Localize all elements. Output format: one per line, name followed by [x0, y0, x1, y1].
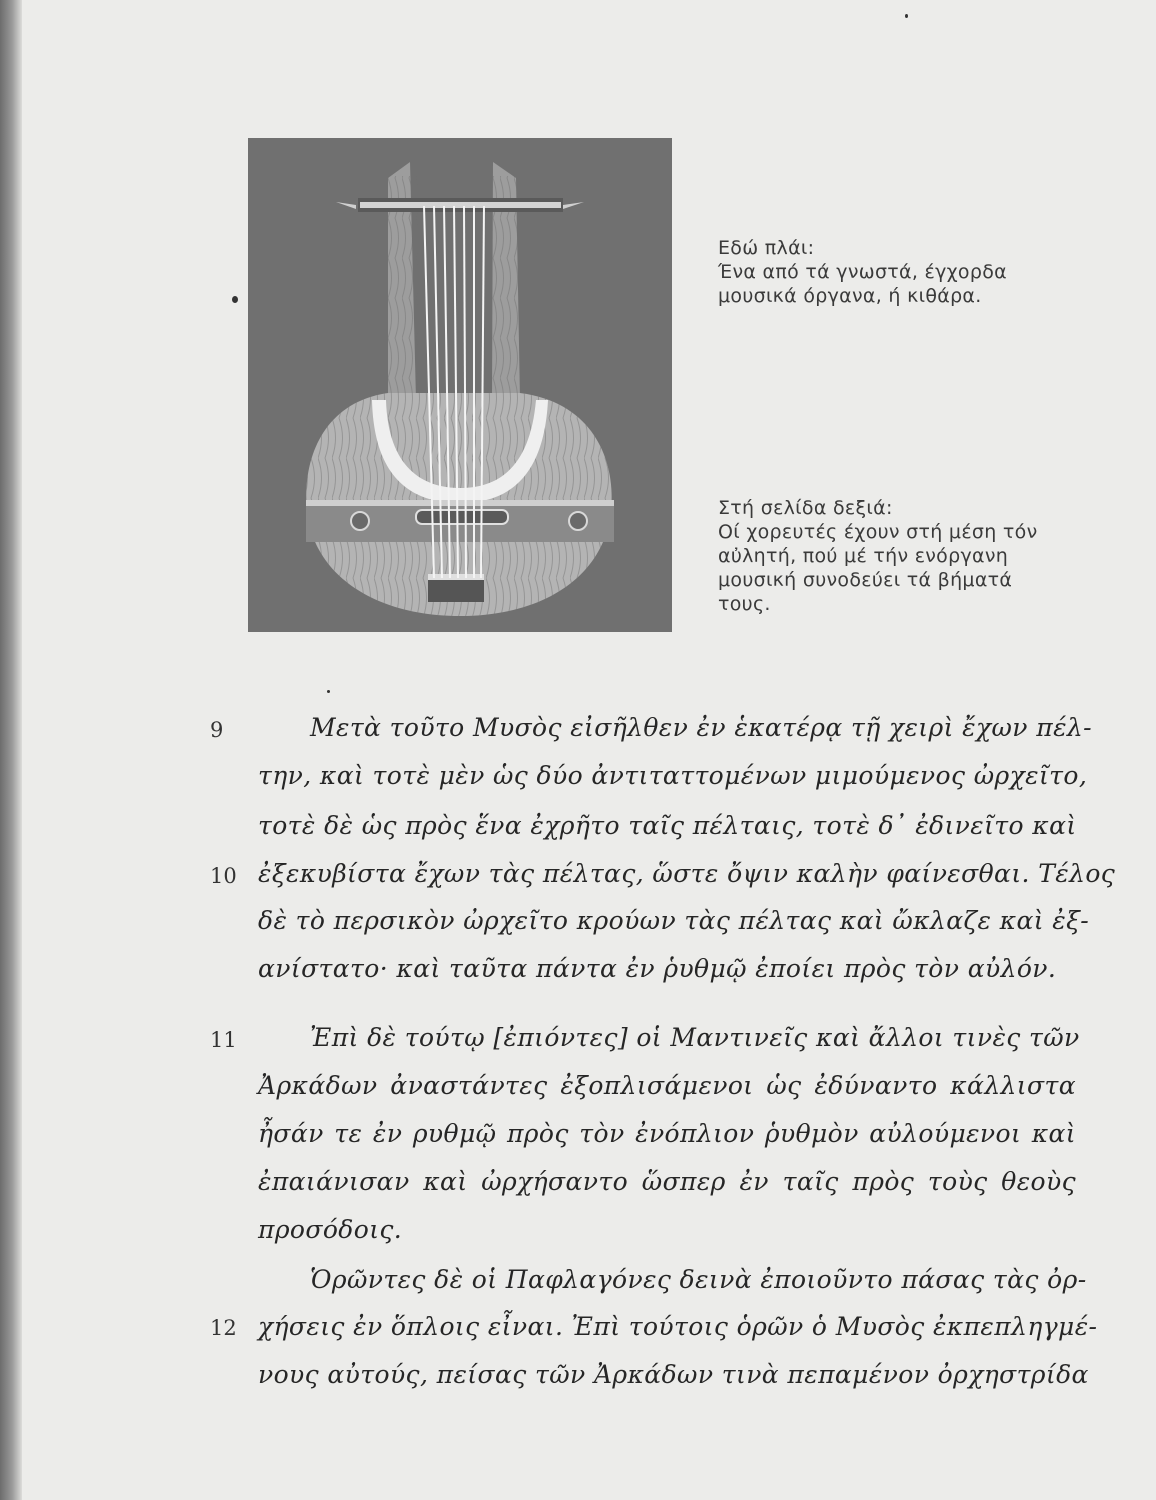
caption-heading: Εδώ πλάι:: [718, 237, 815, 259]
text-line: ἦσάν τε ἐν ρυθμῷ πρὸς τὸν ἐνόπλιον ῥυθμὸν αὐλούμενοι καὶ: [258, 1119, 1076, 1148]
text-line: τοτὲ δὲ ὡς πρὸς ἕνα ἐχρῆτο ταῖς πέλταις, τοτὲ δ᾽ ἐδινεῖτο καὶ: [258, 811, 1077, 840]
caption-line: τους.: [718, 593, 771, 615]
text-line: προσόδοις.: [258, 1215, 403, 1244]
print-speck: [232, 296, 238, 303]
text-line: Μετὰ τοῦτο Μυσὸς εἰσῆλθεν ἐν ἑκατέρᾳ τῇ χειρὶ ἔχων πέλ-: [310, 713, 1092, 742]
text-line: Ἐπὶ δὲ τούτῳ [ἐπιόντες] οἱ Μαντινεῖς καὶ ἄλλοι τινὲς τῶν: [310, 1023, 1080, 1052]
text-line: ἐξεκυβίστα ἔχων τὰς πέλτας, ὥστε ὄψιν καλὴν φαίνεσθαι. Τέλος: [258, 859, 1116, 888]
scanned-page-edge: [0, 0, 22, 1500]
text-line: νους αὐτούς, πείσας τῶν Ἀρκάδων τινὰ πεπαμένον ὀρχηστρίδα: [258, 1360, 1089, 1389]
caption-dancers: [718, 496, 1058, 616]
text-line: ανίστατο· καὶ ταῦτα πάντα ἐν ῥυθμῷ ἐποίει πρὸς τὸν αὐλόν.: [258, 954, 1057, 983]
line-number: 12: [210, 1316, 237, 1340]
caption-line: Ένα από τά γνωστά, έγχορδα: [718, 261, 1007, 283]
caption-kithara: [718, 236, 1058, 308]
print-speck: [905, 14, 908, 18]
text-line: την, καὶ τοτὲ μὲν ὡς δύο ἀντιταττομένων μιμούμενος ὠρχεῖτο,: [258, 761, 1088, 790]
line-number: 10: [210, 864, 237, 888]
print-speck: [327, 690, 330, 693]
line-number: 9: [210, 718, 224, 742]
line-number: 11: [210, 1028, 237, 1052]
kithara-drawing: [248, 138, 672, 632]
caption-line: αὐλητή, πού μέ τήν ενόργανη: [718, 545, 1009, 567]
text-line: ἐπαιάνισαν καὶ ὠρχήσαντο ὥσπερ ἐν ταῖς πρὸς τοὺς θεοὺς: [258, 1167, 1076, 1196]
caption-line: Οί χορευτές έχουν στή μέση τόν: [718, 521, 1038, 543]
text-line: Ὁρῶντες δὲ οἱ Παφλαγόνες δεινὰ ἐποιοῦντο πάσας τὰς ὀρ-: [310, 1265, 1087, 1294]
caption-heading: Στή σελίδα δεξιά:: [718, 497, 893, 519]
caption-line: μουσικά όργανα, ή κιθάρα.: [718, 285, 982, 307]
text-line: χήσεις ἐν ὅπλοις εἶναι. Ἐπὶ τούτοις ὁρῶν ὁ Μυσὸς ἐκπεπληγμέ-: [258, 1312, 1098, 1341]
text-line: Ἀρκάδων ἀναστάντες ἐξοπλισάμενοι ὡς ἐδύναντο κάλλιστα: [258, 1071, 1076, 1100]
kithara-illustration: [248, 138, 672, 632]
caption-line: μουσική συνοδεύει τά βήματά: [718, 569, 1013, 591]
text-line: δὲ τὸ περσικὸν ὠρχεῖτο κρούων τὰς πέλτας καὶ ὤκλαζε καὶ ἐξ-: [258, 906, 1090, 935]
